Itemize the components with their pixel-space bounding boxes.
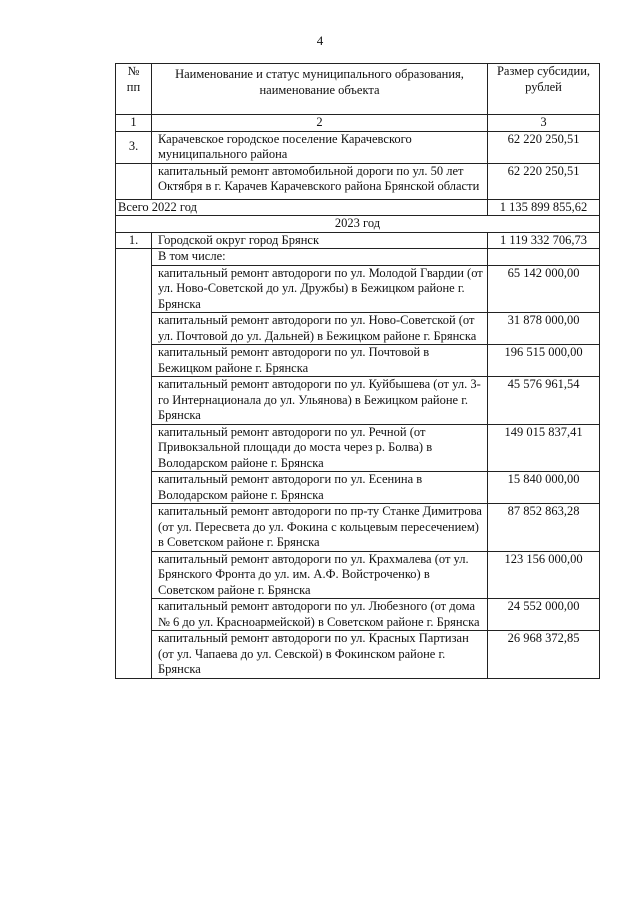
total-2022-label: Всего 2022 год: [116, 199, 488, 216]
row-number: 3.: [116, 131, 152, 163]
including-label: В том числе:: [152, 249, 488, 266]
item-name: капитальный ремонт автодороги по ул. Почтовой в Бежицком районе г. Брянска: [152, 345, 488, 377]
city-row: [116, 232, 600, 249]
item-amount: 123 156 000,00: [488, 551, 600, 599]
table-row: [116, 424, 600, 472]
subsidy-table: [115, 63, 600, 679]
item-amount: 65 142 000,00: [488, 265, 600, 313]
table-row: [116, 599, 600, 631]
table-row: [116, 313, 600, 345]
item-name: капитальный ремонт автодороги по ул. Ново-Советской (от ул. Почтовой до ул. Дальней) в Бежицком районе г. Брянска: [152, 313, 488, 345]
row-number: 1.: [116, 232, 152, 249]
row-amount: 1 119 332 706,73: [488, 232, 600, 249]
empty-number-cell: [116, 249, 152, 679]
table-row: [116, 551, 600, 599]
table-row: [116, 504, 600, 552]
item-amount: 87 852 863,28: [488, 504, 600, 552]
header-amount: Размер субсидии, рублей: [488, 64, 600, 115]
table-row: [116, 472, 600, 504]
row-number: [116, 163, 152, 199]
row-amount: 62 220 250,51: [488, 131, 600, 163]
empty-amount-cell: [488, 249, 600, 266]
table-row: [116, 631, 600, 679]
table-row: [116, 265, 600, 313]
year-2023-row: [116, 216, 600, 233]
index-cell: 3: [488, 115, 600, 132]
item-amount: 45 576 961,54: [488, 377, 600, 425]
index-cell: 2: [152, 115, 488, 132]
header-number: № пп: [116, 64, 152, 115]
item-name: капитальный ремонт автодороги по ул. Есенина в Володарском районе г. Брянска: [152, 472, 488, 504]
page-number: 4: [316, 33, 324, 48]
table-row: [116, 131, 600, 163]
table-row: [116, 377, 600, 425]
item-amount: 149 015 837,41: [488, 424, 600, 472]
row-amount: 62 220 250,51: [488, 163, 600, 199]
item-name: капитальный ремонт автодороги по пр-ту Станке Димитрова (от ул. Пересвета до ул. Фокина с кольцевым пересечением) в Советском районе г. Брянска: [152, 504, 488, 552]
column-index-row: [116, 115, 600, 132]
row-name: капитальный ремонт автомобильной дороги по ул. 50 лет Октября в г. Карачев Карачевского района Брянской области: [152, 163, 488, 199]
row-name: Городской округ город Брянск: [152, 232, 488, 249]
item-name: капитальный ремонт автодороги по ул. Любезного (от дома № 6 до ул. Красноармейской) в Советском районе г. Брянска: [152, 599, 488, 631]
table-row: [116, 345, 600, 377]
year-2023-heading: 2023 год: [116, 216, 600, 233]
item-name: капитальный ремонт автодороги по ул. Куйбышева (от ул. 3-го Интернационала до ул. Ульянова) в Бежицком районе г. Брянска: [152, 377, 488, 425]
item-amount: 31 878 000,00: [488, 313, 600, 345]
table-header-row: [116, 64, 600, 115]
including-row: [116, 249, 600, 266]
item-amount: 26 968 372,85: [488, 631, 600, 679]
item-name: капитальный ремонт автодороги по ул. Крахмалева (от ул. Брянского Фронта до ул. им. А.Ф. Войстроченко) в Советском районе г. Брянска: [152, 551, 488, 599]
item-amount: 24 552 000,00: [488, 599, 600, 631]
total-2022-row: [116, 199, 600, 216]
header-name: Наименование и статус муниципального образования, наименование объекта: [152, 64, 488, 115]
table-row: [116, 163, 600, 199]
item-name: капитальный ремонт автодороги по ул. Речной (от Привокзальной площади до моста через р. Болва) в Володарском районе г. Брянска: [152, 424, 488, 472]
item-name: капитальный ремонт автодороги по ул. Красных Партизан (от ул. Чапаева до ул. Севской) в Фокинском районе г. Брянска: [152, 631, 488, 679]
item-amount: 15 840 000,00: [488, 472, 600, 504]
total-2022-amount: 1 135 899 855,62: [488, 199, 600, 216]
row-name: Карачевское городское поселение Карачевского муниципального района: [152, 131, 488, 163]
item-amount: 196 515 000,00: [488, 345, 600, 377]
item-name: капитальный ремонт автодороги по ул. Молодой Гвардии (от ул. Ново-Советской до ул. Дружбы) в Бежицком районе г. Брянска: [152, 265, 488, 313]
index-cell: 1: [116, 115, 152, 132]
